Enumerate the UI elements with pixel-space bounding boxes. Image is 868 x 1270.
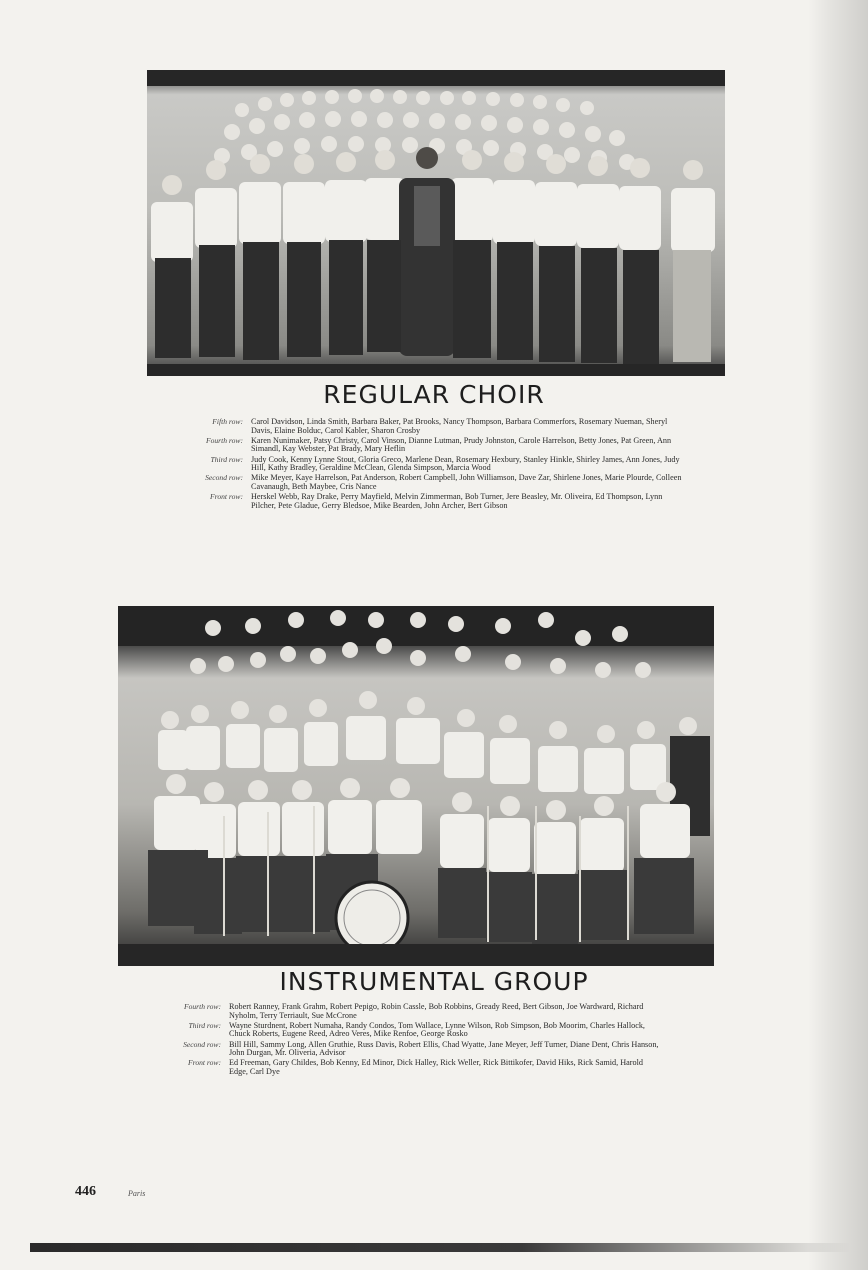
row-names: Karen Nunimaker, Patsy Christy, Carol Vinson, Dianne Lutman, Prudy Johnston, Carole Harrelson, Betty Jones, Pat Green, Ann Simandl, Kay Webster, Pat Brady, Mary Heflin xyxy=(251,435,672,454)
choir-row xyxy=(183,418,683,435)
band-row xyxy=(161,1022,661,1039)
row-names: Ed Freeman, Gary Childes, Bob Kenny, Ed Minor, Dick Halley, Rick Weller, Rick Bittikofer, David Hiks, Rick Samid, Harold Edge, Carl Dye xyxy=(229,1058,643,1076)
choir-roster xyxy=(183,418,683,512)
band-row xyxy=(161,1041,661,1058)
band-row xyxy=(161,1003,661,1020)
choir-row xyxy=(183,456,683,473)
choir-title: REGULAR CHOIR xyxy=(323,380,545,409)
row-label: Third row: xyxy=(210,454,243,464)
row-label: Fifth row: xyxy=(212,417,243,426)
page-edge-shadow xyxy=(808,0,868,1270)
page-number: 446 xyxy=(75,1184,96,1199)
band-photo xyxy=(118,606,714,966)
choir-row xyxy=(183,474,683,491)
row-names: Mike Meyer, Kaye Harrelson, Pat Anderson, Robert Campbell, John Williamson, Dave Zar, Shirlene Jones, Marie Plourde, Colleen Cavanaugh, Beth Maybee, Cris Nance xyxy=(251,473,682,491)
row-names: Carol Davidson, Linda Smith, Barbara Baker, Pat Brooks, Nancy Thompson, Barbara Commerfors, Rosemary Nueman, Sheryl Davis, Elaine Bolduc, Carol Kabler, Sharon Crosby xyxy=(251,417,668,435)
row-label: Third row: xyxy=(188,1020,221,1030)
page-bottom-edge xyxy=(30,1243,850,1252)
row-label: Front row: xyxy=(210,492,243,502)
row-label: Front row: xyxy=(188,1058,221,1068)
row-label: Fourth row: xyxy=(183,1002,221,1011)
row-names: Robert Ranney, Frank Grahm, Robert Pepigo, Robin Cassle, Bob Robbins, Gready Reed, Bert Gibson, Joe Wardward, Richard Nyholm, Terry Terriault, Sue McCrone xyxy=(229,1002,644,1020)
choir-photo xyxy=(147,70,725,376)
band-title: INSTRUMENTAL GROUP xyxy=(279,967,589,996)
row-label: Second row: xyxy=(205,473,243,483)
row-names: Wayne Sturdnent, Robert Numaha, Randy Condos, Tom Wallace, Lynne Wilson, Rob Simpson, Bob Moorim, Charles Hallock, Chuck Roberts, Eugene Reed, Adreo Veres, Mike Renfoe, George Rosko xyxy=(229,1020,645,1039)
choir-row xyxy=(183,493,683,510)
section-name: Paris xyxy=(128,1189,146,1198)
choir-row xyxy=(183,437,683,454)
row-names: Judy Cook, Kenny Lynne Stout, Gloria Greco, Marlene Dean, Rosemary Hexbury, Stanley Hinkle, Shirley James, Ann Jones, Judy Hill, Kathy Bradley, Geraldine McClean, Glenda Simpson, Marcia Wood xyxy=(251,454,680,473)
row-label: Second row: xyxy=(183,1039,221,1049)
row-label: Fourth row: xyxy=(205,435,243,445)
band-roster xyxy=(161,1003,661,1078)
band-row xyxy=(161,1059,661,1076)
row-names: Bill Hill, Sammy Long, Allen Gruthie, Russ Davis, Robert Ellis, Chad Wyatte, Jane Meyer, Jeff Turner, Diane Dent, Chris Hanson, John Durgan, Mr. Oliveria, Advisor xyxy=(229,1039,659,1058)
row-names: Herskel Webb, Ray Drake, Perry Mayfield, Melvin Zimmerman, Bob Turner, Jere Beasley, Mr. Oliveira, Ed Thompson, Lynn Pilcher, Pete Gladue, Gerry Bledsoe, Mike Bearden, John Archer, Bert Gibson xyxy=(251,492,663,510)
